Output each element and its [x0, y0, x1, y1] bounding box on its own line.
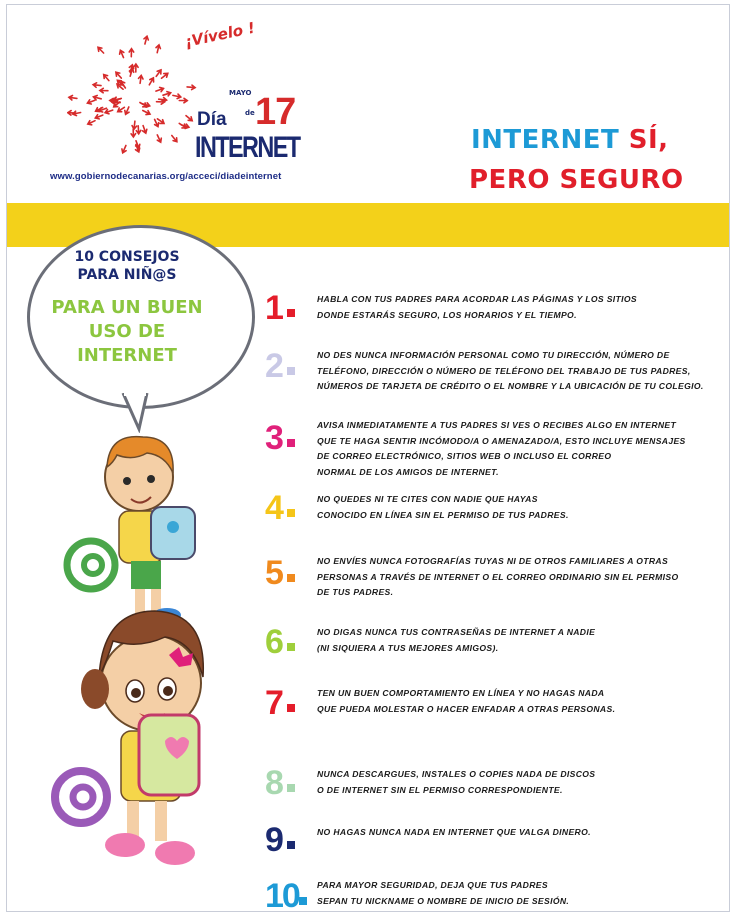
logo-dia: Día — [197, 109, 227, 130]
tip-number: 7 — [265, 684, 282, 722]
tip-text-line: NO DIGAS NUNCA TUS CONTRASEÑAS DE INTERNET A NADIE — [317, 627, 596, 637]
tip-bullet-square — [287, 784, 295, 792]
bubble-line2: PARA NIÑ@S — [77, 267, 177, 283]
tip-text-line: HABLA CON TUS PADRES PARA ACORDAR LAS PÁGINAS Y LOS SITIOS — [317, 294, 637, 304]
tip-bullet-square — [287, 309, 295, 317]
tip-text — [317, 348, 704, 395]
boy-with-backpack-icon — [105, 437, 195, 622]
headline-internet: INTERNET — [471, 125, 620, 155]
tip-bullet-square — [287, 367, 295, 375]
tip-text-line: NUNCA DESCARGUES, INSTALES O COPIES NADA DE DISCOS — [317, 769, 596, 779]
logo-day-number: 17 — [255, 91, 296, 133]
tip-text — [317, 767, 595, 798]
tip-text — [317, 418, 686, 480]
headline-line2: PERO SEGURO — [469, 165, 684, 195]
green-at-sign-icon — [67, 541, 115, 589]
tip-text — [317, 625, 595, 656]
bubble-line3: PARA UN BUEN — [51, 297, 203, 318]
tip-text-line: NO HAGAS NUNCA NADA EN INTERNET QUE VALGA DINERO. — [317, 827, 591, 837]
girl-with-backpack-icon — [81, 611, 203, 865]
tip-number: 1 — [265, 289, 282, 327]
logo-de: de — [245, 109, 255, 117]
arrow-burst-logo-icon — [67, 33, 197, 163]
tip-number: 5 — [265, 554, 282, 592]
tip-text — [317, 686, 615, 717]
poster — [6, 4, 730, 912]
tip-text-line: DE CORREO ELECTRÓNICO, SITIOS WEB O INCLUSO EL CORREO — [317, 451, 612, 461]
tip-number: 4 — [265, 489, 282, 527]
tip-text-line: TEN UN BUEN COMPORTAMIENTO EN LÍNEA Y NO HAGAS NADA — [317, 688, 605, 698]
tip-text-line: NÚMEROS DE TARJETA DE CRÉDITO O EL NOMBRE Y LA UBICACIÓN DE TU COLEGIO. — [317, 381, 704, 391]
tip-text-line: PERSONAS A TRAVÉS DE INTERNET O EL CORREO ORDINARIO SIN EL PERMISO — [317, 571, 679, 582]
tip-number: 9 — [265, 821, 282, 859]
tip-text-line: SEPAN TU NICKNAME O NOMBRE DE INICIO DE SESIÓN. — [317, 895, 570, 906]
tip-text-line: PARA MAYOR SEGURIDAD, DEJA QUE TUS PADRES — [317, 880, 548, 890]
tip-number: 2 — [265, 347, 282, 385]
tip-bullet-square — [287, 439, 295, 447]
tip-bullet-square — [287, 574, 295, 582]
tip-bullet-square — [287, 643, 295, 651]
tip-text-line: QUE TE HAGA SENTIR INCÓMODO/A O AMENAZADO/A, ESTO INCLUYE MENSAJES — [317, 435, 686, 446]
bubble-line1: 10 CONSEJOS — [74, 249, 180, 265]
headline-si: SÍ, — [628, 125, 669, 155]
tip-number: 6 — [265, 623, 282, 661]
tip-text-line: (NI SIQUIERA A TUS MEJORES AMIGOS). — [317, 642, 499, 653]
tip-text-line: QUE PUEDA MOLESTAR O HACER ENFADAR A OTRAS PERSONAS. — [317, 703, 616, 714]
logo-internet-word: INTERNET — [195, 131, 300, 164]
tip-text-line: NO QUEDES NI TE CITES CON NADIE QUE HAYAS — [317, 494, 538, 504]
bubble-line5: INTERNET — [77, 345, 177, 366]
tip-text-line: AVISA INMEDIATAMENTE A TUS PADRES SI VES O RECIBES ALGO EN INTERNET — [317, 420, 677, 430]
vivelo-tagline: ¡Vívelo ! — [183, 18, 257, 51]
tip-bullet-square — [299, 897, 307, 905]
tip-text — [317, 554, 678, 601]
tip-text-line: TELÉFONO, DIRECCIÓN O NÚMERO DE TELÉFONO DEL TRABAJO DE TUS PADRES, — [317, 365, 691, 376]
tip-text-line: DONDE ESTARÁS SEGURO, LOS HORARIOS Y EL TIEMPO. — [317, 309, 577, 320]
purple-at-sign-icon — [55, 771, 107, 823]
logo-month: MAYO — [229, 89, 252, 97]
headline-line1 — [471, 125, 669, 155]
tip-text-line: O DE INTERNET SIN EL PERMISO CORRESPONDIENTE. — [317, 784, 563, 795]
tip-number: 8 — [265, 764, 282, 802]
tip-number: 3 — [265, 419, 282, 457]
tip-text-line: CONOCIDO EN LÍNEA SIN EL PERMISO DE TUS PADRES. — [317, 509, 569, 520]
tip-bullet-square — [287, 841, 295, 849]
tip-text-line: NO DES NUNCA INFORMACIÓN PERSONAL COMO TU DIRECCIÓN, NÚMERO DE — [317, 350, 670, 360]
bubble-line4: USO DE — [88, 321, 166, 342]
tip-bullet-square — [287, 509, 295, 517]
tip-text-line: NO ENVÍES NUNCA FOTOGRAFÍAS TUYAS NI DE OTROS FAMILIARES A OTRAS — [317, 556, 669, 566]
tip-text-line: DE TUS PADRES. — [317, 587, 394, 597]
tip-text-line: NORMAL DE LOS AMIGOS DE INTERNET. — [317, 466, 499, 477]
website-url: www.gobiernodecanarias.org/acceci/diadeinternet — [50, 171, 282, 182]
tip-number: 10 — [265, 877, 299, 912]
tip-text — [317, 292, 637, 323]
kids-illustration — [47, 415, 257, 895]
tip-bullet-square — [287, 704, 295, 712]
tip-text — [317, 825, 591, 841]
tip-text — [317, 878, 569, 909]
tip-text — [317, 492, 569, 523]
